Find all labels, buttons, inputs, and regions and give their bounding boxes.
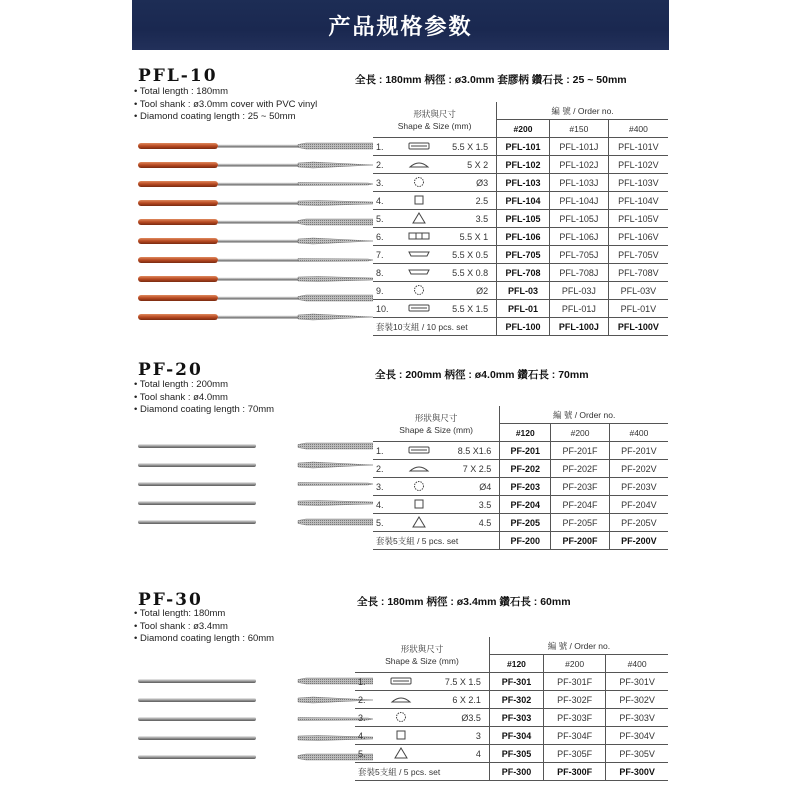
order-no-cell: PF-301V xyxy=(606,673,668,691)
size-cell: 4.5 xyxy=(437,514,500,532)
set-order-no: PF-200F xyxy=(551,532,610,550)
order-no-cell: PF-201V xyxy=(609,442,668,460)
size-cell: 3.5 xyxy=(437,496,500,514)
order-no-cell: PF-305V xyxy=(606,745,668,763)
shape-size-header xyxy=(373,102,497,138)
order-no-header: 編 號 / Order no. xyxy=(500,406,668,424)
row-number: 8. xyxy=(373,264,401,282)
grit-header: #200 xyxy=(551,424,610,442)
file-shank xyxy=(218,278,298,281)
bullet-coating-length: Diamond coating length : 60mm xyxy=(139,633,275,644)
shape-cell xyxy=(401,192,437,210)
set-row xyxy=(355,763,668,781)
size-cell: 7.5 X 1.5 xyxy=(419,673,489,691)
order-no-cell: PFL-101V xyxy=(608,138,668,156)
size-cell: 5.5 X 0.8 xyxy=(437,264,497,282)
file-shank xyxy=(218,202,298,205)
file-shank xyxy=(218,259,298,262)
table-row xyxy=(373,478,668,496)
order-no-cell: PF-304V xyxy=(606,727,668,745)
order-no-cell: PFL-104V xyxy=(608,192,668,210)
spec-summary: 全長 : 180mm 柄徑 : ø3.4mm 鑽石長 : 60mm xyxy=(357,596,571,608)
triangle-icon xyxy=(412,212,426,226)
shape-size-header xyxy=(373,406,500,442)
set-order-no: PFL-100V xyxy=(608,318,668,336)
file-shank xyxy=(218,221,298,224)
size-cell: Ø3.5 xyxy=(419,709,489,727)
file-shank xyxy=(138,679,256,683)
order-no-header: 編 號 / Order no. xyxy=(489,637,668,655)
order-no-cell: PF-305 xyxy=(489,745,543,763)
shape-cell xyxy=(401,300,437,318)
pvc-handle xyxy=(138,181,218,187)
grit-header: #120 xyxy=(500,424,551,442)
half-round-icon xyxy=(408,463,430,475)
set-order-no: PF-300F xyxy=(543,763,605,781)
file-shank xyxy=(138,520,256,524)
order-no-cell: PF-301F xyxy=(543,673,605,691)
diamond-coated-tip xyxy=(298,277,373,282)
spec-summary: 全長 : 200mm 柄徑 : ø4.0mm 鑽石長 : 70mm xyxy=(375,369,589,381)
order-no-cell: PFL-105J xyxy=(549,210,608,228)
shape-cell xyxy=(401,228,437,246)
diamond-coated-tip xyxy=(298,143,373,149)
shape-size-header-zh: 形狀與尺寸 xyxy=(413,108,456,119)
order-no-cell: PFL-705V xyxy=(608,246,668,264)
shape-cell xyxy=(401,138,437,156)
bullet-total-length: Total length : 180mm xyxy=(139,86,228,97)
model-name: PFL-10 xyxy=(138,66,218,86)
size-cell: 5.5 X 1.5 xyxy=(437,300,497,318)
set-row xyxy=(373,532,668,550)
row-number: 3. xyxy=(355,709,383,727)
order-no-cell: PF-303 xyxy=(489,709,543,727)
flat-icon xyxy=(408,445,430,457)
row-number: 2. xyxy=(355,691,383,709)
file-shank xyxy=(138,482,256,486)
order-no-cell: PFL-03J xyxy=(549,282,608,300)
table-row xyxy=(373,228,668,246)
row-number: 1. xyxy=(373,442,401,460)
order-no-cell: PFL-01 xyxy=(497,300,550,318)
grit-header: #400 xyxy=(606,655,668,673)
shape-size-header-zh: 形狀與尺寸 xyxy=(400,643,444,654)
order-no-cell: PF-304F xyxy=(543,727,605,745)
order-no-cell: PF-202F xyxy=(551,460,610,478)
set-label: 套裝10支組 / 10 pcs. set xyxy=(373,318,497,336)
order-no-cell: PFL-708V xyxy=(608,264,668,282)
round-icon xyxy=(395,711,407,725)
row-number: 1. xyxy=(373,138,401,156)
table-row xyxy=(373,460,668,478)
set-order-no: PF-300V xyxy=(606,763,668,781)
page-title: 产品规格参数 xyxy=(328,14,473,39)
file-shank xyxy=(138,717,256,721)
diamond-coated-tip xyxy=(298,519,373,525)
table-row xyxy=(373,496,668,514)
shape-cell xyxy=(401,442,437,460)
order-no-cell: PF-203 xyxy=(500,478,551,496)
table-row xyxy=(373,300,668,318)
pvc-handle xyxy=(138,314,218,320)
order-no-cell: PF-204V xyxy=(609,496,668,514)
shape-cell xyxy=(383,709,419,727)
row-number: 4. xyxy=(373,496,401,514)
flat-icon xyxy=(390,676,412,688)
diamond-coated-tip xyxy=(298,314,373,320)
diamond-coated-tip xyxy=(298,443,373,449)
diamond-coated-tip xyxy=(298,183,373,186)
table-row xyxy=(373,138,668,156)
bullet-tool-shank: Tool shank : ø3.0mm cover with PVC vinyl xyxy=(139,98,318,110)
size-cell: 8.5 X1.6 xyxy=(437,442,500,460)
order-no-cell: PFL-705J xyxy=(549,246,608,264)
row-number: 2. xyxy=(373,156,401,174)
grit-header: #400 xyxy=(609,424,668,442)
order-no-cell: PFL-03V xyxy=(608,282,668,300)
row-number: 2. xyxy=(373,460,401,478)
diamond-coated-tip xyxy=(298,219,373,225)
set-label: 套裝5支組 / 5 pcs. set xyxy=(355,763,489,781)
diamond-coated-tip xyxy=(298,201,373,206)
order-no-cell: PFL-01J xyxy=(549,300,608,318)
shape-cell xyxy=(401,210,437,228)
file-shank xyxy=(138,444,256,448)
table-row xyxy=(373,264,668,282)
table-row xyxy=(355,709,668,727)
table-row xyxy=(373,514,668,532)
size-cell: 3 xyxy=(419,727,489,745)
order-no-cell: PF-203F xyxy=(551,478,610,496)
order-no-cell: PFL-102V xyxy=(608,156,668,174)
barrette-icon xyxy=(408,249,430,261)
file-shank xyxy=(138,463,256,467)
set-order-no: PFL-100 xyxy=(497,318,550,336)
flat-one-side-icon xyxy=(408,231,430,243)
table-row xyxy=(373,156,668,174)
spec-summary: 全長 : 180mm 柄徑 : ø3.0mm 套膠柄 鑽石長 : 25 ~ 50mm xyxy=(355,74,627,86)
file-shank xyxy=(218,145,298,148)
needle-file-drawings xyxy=(138,140,373,334)
order-no-cell: PFL-705 xyxy=(497,246,550,264)
file-shank xyxy=(138,501,256,505)
size-cell: Ø3 xyxy=(437,174,497,192)
order-no-cell: PF-203V xyxy=(609,478,668,496)
file-shank xyxy=(138,755,256,759)
size-cell: 2.5 xyxy=(437,192,497,210)
order-no-cell: PFL-104J xyxy=(549,192,608,210)
half-round-icon xyxy=(390,694,412,706)
size-cell: 6 X 2.1 xyxy=(419,691,489,709)
order-no-cell: PFL-102 xyxy=(497,156,550,174)
table-row xyxy=(373,442,668,460)
row-number: 10. xyxy=(373,300,401,318)
round-icon xyxy=(413,480,425,494)
file-shank xyxy=(138,698,256,702)
set-order-no: PF-200V xyxy=(609,532,668,550)
model-name: PF-30 xyxy=(138,590,203,610)
size-cell: 4 xyxy=(419,745,489,763)
size-cell: 5.5 X 0.5 xyxy=(437,246,497,264)
bullet-tool-shank: Tool shank : ø4.0mm xyxy=(139,391,228,403)
order-no-cell: PF-201F xyxy=(551,442,610,460)
flat-icon xyxy=(408,141,430,153)
tool-image-group xyxy=(138,440,373,530)
table-row xyxy=(355,691,668,709)
shape-size-header-en: Shape & Size (mm) xyxy=(385,655,459,666)
file-shank xyxy=(138,736,256,740)
order-no-cell: PFL-105 xyxy=(497,210,550,228)
diamond-coated-tip xyxy=(298,295,373,301)
spec-table xyxy=(355,637,668,781)
grit-header: #400 xyxy=(608,120,668,138)
shape-cell xyxy=(401,174,437,192)
grit-header: #120 xyxy=(489,655,543,673)
diamond-coated-tip xyxy=(298,162,373,168)
square-icon xyxy=(413,498,425,512)
row-number: 5. xyxy=(355,745,383,763)
file-shank xyxy=(218,316,298,319)
row-number: 3. xyxy=(373,174,401,192)
size-cell: 3.5 xyxy=(437,210,497,228)
bullet-total-length: Total length : 200mm xyxy=(139,379,228,390)
order-no-cell: PF-205V xyxy=(609,514,668,532)
set-order-no: PFL-100J xyxy=(549,318,608,336)
shape-cell xyxy=(401,460,437,478)
order-no-cell: PF-301 xyxy=(489,673,543,691)
pvc-handle xyxy=(138,219,218,225)
diamond-coated-tip xyxy=(298,238,373,244)
order-no-cell: PFL-101J xyxy=(549,138,608,156)
pvc-handle xyxy=(138,143,218,149)
shape-size-header-zh: 形狀與尺寸 xyxy=(414,412,458,423)
barrette-icon xyxy=(408,267,430,279)
order-no-cell: PFL-708J xyxy=(549,264,608,282)
order-no-cell: PFL-106V xyxy=(608,228,668,246)
diamond-coated-tip xyxy=(298,501,373,506)
row-number: 5. xyxy=(373,514,401,532)
row-number: 1. xyxy=(355,673,383,691)
shape-cell xyxy=(383,673,419,691)
shape-cell xyxy=(383,691,419,709)
set-row xyxy=(373,318,668,336)
row-number: 5. xyxy=(373,210,401,228)
order-no-cell: PFL-03 xyxy=(497,282,550,300)
order-no-cell: PFL-708 xyxy=(497,264,550,282)
order-no-cell: PF-205F xyxy=(551,514,610,532)
pvc-handle xyxy=(138,238,218,244)
order-no-cell: PFL-106 xyxy=(497,228,550,246)
diamond-coated-tip xyxy=(298,462,373,468)
set-order-no: PF-300 xyxy=(489,763,543,781)
shape-cell xyxy=(401,156,437,174)
shape-cell xyxy=(401,514,437,532)
shape-cell xyxy=(401,478,437,496)
order-no-cell: PF-204F xyxy=(551,496,610,514)
grit-header: #200 xyxy=(543,655,605,673)
order-no-cell: PF-202 xyxy=(500,460,551,478)
pvc-handle xyxy=(138,276,218,282)
file-shank xyxy=(218,183,298,186)
grit-header: #150 xyxy=(549,120,608,138)
table-header-row xyxy=(355,637,668,655)
bullet-total-length: Total length: 180mm xyxy=(139,608,226,619)
table-header-row xyxy=(373,406,668,424)
table-row xyxy=(355,745,668,763)
order-no-cell: PFL-103J xyxy=(549,174,608,192)
order-no-cell: PF-303V xyxy=(606,709,668,727)
spec-bullets: • Total length : 200mm • Tool shank : ø4.0mm • Diamond coating length : 70mm xyxy=(134,379,275,415)
table-row xyxy=(373,246,668,264)
order-no-cell: PF-205 xyxy=(500,514,551,532)
pvc-handle xyxy=(138,162,218,168)
size-cell: 7 X 2.5 xyxy=(437,460,500,478)
shape-cell xyxy=(401,496,437,514)
bullet-tool-shank: Tool shank : ø3.4mm xyxy=(139,620,228,632)
order-no-cell: PF-201 xyxy=(500,442,551,460)
row-number: 4. xyxy=(355,727,383,745)
order-no-header: 編 號 / Order no. xyxy=(497,102,668,120)
file-shank xyxy=(218,297,298,300)
shape-cell xyxy=(383,745,419,763)
spec-table xyxy=(373,406,668,550)
set-label: 套裝5支組 / 5 pcs. set xyxy=(373,532,500,550)
triangle-icon xyxy=(394,747,408,761)
row-number: 4. xyxy=(373,192,401,210)
order-no-cell: PF-302F xyxy=(543,691,605,709)
grit-header: #200 xyxy=(497,120,550,138)
row-number: 9. xyxy=(373,282,401,300)
table-row xyxy=(355,727,668,745)
order-no-cell: PF-204 xyxy=(500,496,551,514)
order-no-cell: PF-302 xyxy=(489,691,543,709)
set-order-no: PF-200 xyxy=(500,532,551,550)
order-no-cell: PF-305F xyxy=(543,745,605,763)
half-round-icon xyxy=(408,159,430,171)
order-no-cell: PF-202V xyxy=(609,460,668,478)
table-row xyxy=(373,282,668,300)
needle-file-drawings xyxy=(138,675,373,774)
order-no-cell: PFL-103V xyxy=(608,174,668,192)
pvc-handle xyxy=(138,200,218,206)
bullet-coating-length: Diamond coating length : 25 ~ 50mm xyxy=(139,111,296,122)
table-header-row xyxy=(373,102,668,120)
round-icon xyxy=(413,176,425,190)
flat-icon xyxy=(408,303,430,315)
table-row xyxy=(373,210,668,228)
order-no-cell: PFL-103 xyxy=(497,174,550,192)
row-number: 7. xyxy=(373,246,401,264)
file-shank xyxy=(218,240,298,243)
triangle-icon xyxy=(412,516,426,530)
order-no-cell: PFL-104 xyxy=(497,192,550,210)
order-no-cell: PFL-102J xyxy=(549,156,608,174)
order-no-cell: PFL-105V xyxy=(608,210,668,228)
bullet-coating-length: Diamond coating length : 70mm xyxy=(139,404,275,415)
model-name: PF-20 xyxy=(138,360,203,380)
order-no-cell: PFL-106J xyxy=(549,228,608,246)
row-number: 6. xyxy=(373,228,401,246)
shape-cell xyxy=(401,282,437,300)
shape-cell xyxy=(383,727,419,745)
size-cell: 5 X 2 xyxy=(437,156,497,174)
size-cell: 5.5 X 1 xyxy=(437,228,497,246)
spec-table xyxy=(373,102,668,336)
order-no-cell: PF-304 xyxy=(489,727,543,745)
spec-bullets: • Total length: 180mm • Tool shank : ø3.4mm • Diamond coating length : 60mm xyxy=(134,608,275,644)
table-row xyxy=(373,174,668,192)
tool-image-group xyxy=(138,140,373,320)
shape-size-header xyxy=(355,637,489,673)
shape-cell xyxy=(401,246,437,264)
shape-size-header-en: Shape & Size (mm) xyxy=(399,424,473,435)
order-no-cell: PFL-101 xyxy=(497,138,550,156)
size-cell: Ø4 xyxy=(437,478,500,496)
pvc-handle xyxy=(138,257,218,263)
size-cell: 5.5 X 1.5 xyxy=(437,138,497,156)
shape-size-header-en: Shape & Size (mm) xyxy=(397,120,472,131)
order-no-cell: PFL-01V xyxy=(608,300,668,318)
pvc-handle xyxy=(138,295,218,301)
size-cell: Ø2 xyxy=(437,282,497,300)
table-row xyxy=(355,673,668,691)
needle-file-drawings xyxy=(138,440,373,539)
diamond-coated-tip xyxy=(298,483,373,486)
header-banner xyxy=(132,0,669,50)
file-shank xyxy=(218,164,298,167)
table-row xyxy=(373,192,668,210)
square-icon xyxy=(413,194,425,208)
tool-image-group xyxy=(138,675,373,765)
spec-bullets: • Total length : 180mm • Tool shank : ø3.0mm cover with PVC vinyl • Diamond coating length : 25 ~ 50mm xyxy=(134,86,318,122)
row-number: 3. xyxy=(373,478,401,496)
shape-cell xyxy=(401,264,437,282)
order-no-cell: PF-303F xyxy=(543,709,605,727)
square-icon xyxy=(395,729,407,743)
round-icon xyxy=(413,284,425,298)
diamond-coated-tip xyxy=(298,259,373,262)
order-no-cell: PF-302V xyxy=(606,691,668,709)
